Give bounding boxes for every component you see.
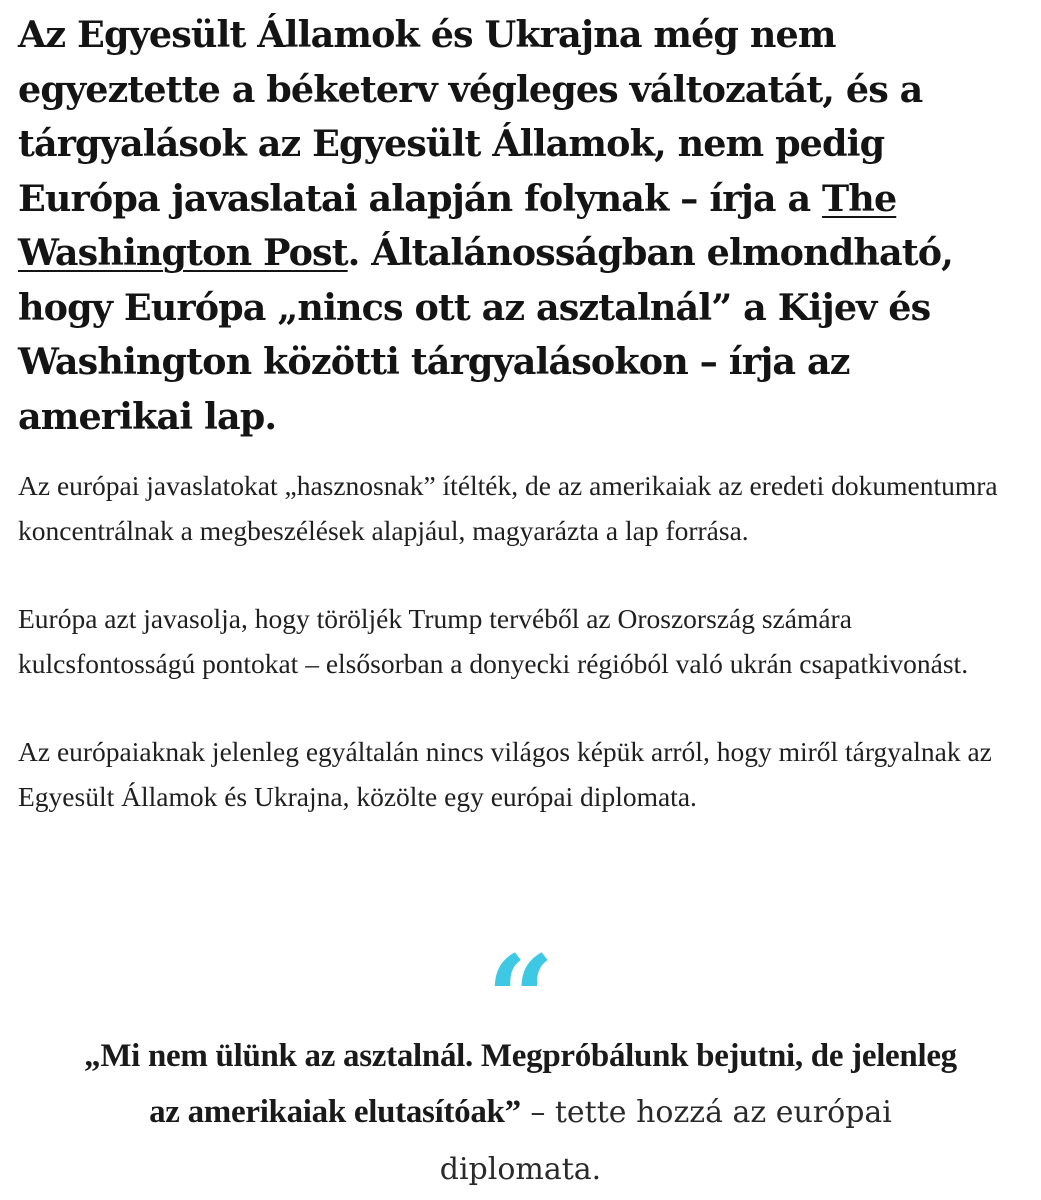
paragraph-1: Az európai javaslatokat „hasznosnak” ítélték, de az amerikaiak az eredeti dokumentumra koncentrálnak a megbeszélések alapjául, magyarázta a lap forrása.: [18, 470, 998, 546]
quote-text: [71, 1028, 971, 1198]
article-body: [18, 8, 1028, 819]
paragraph-3: Az európaiaknak jelenleg egyáltalán nincs világos képük arról, hogy miről tárgyalnak az Egyesült Államok és Ukrajna, közölte egy európai diplomata.: [18, 736, 992, 812]
lead-text-start: Az Egyesült Államok és Ukrajna még nem egyeztette a béketerv végleges változatát, és a tárgyalások az Egyesült Államok, nem pedig Európa javaslatai alapján folynak – írja a: [18, 13, 923, 220]
article-lead: [18, 8, 1028, 444]
quote-attribution: – tette hozzá az európai diplomata.: [439, 1095, 892, 1187]
quote-mark-icon: “: [486, 940, 555, 1014]
pull-quote: [0, 940, 1041, 1198]
washington-post-link[interactable]: The Washington Post: [18, 176, 897, 274]
quote-body: „Mi nem ülünk az asztalnál. Megpróbálunk bejutni, de jelenleg az amerikaiak elutasítóak”: [84, 1038, 957, 1130]
paragraph-2: Európa azt javasolja, hogy töröljék Trump tervéből az Oroszország számára kulcsfontosságú pontokat – elsősorban a donyecki régióból való ukrán csapatkivonást.: [18, 603, 969, 679]
lead-text-end: . Általánosságban elmondható, hogy Európa „nincs ott az asztalnál” a Kijev és Washington közötti tárgyalásokon – írja az amerikai lap.: [18, 231, 953, 438]
